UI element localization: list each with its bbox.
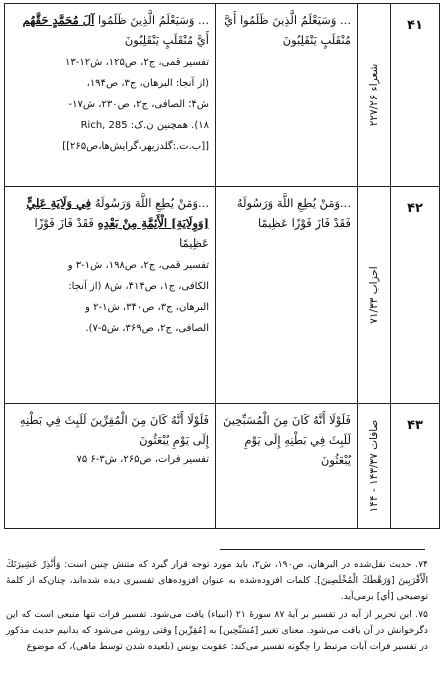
- variant-addition: فِي وَلَايَةِ عَلِيٍّ [وَوِلَايَةِ] الْأَئِمَّةِ مِنْ بَعْدِهِ: [26, 196, 209, 230]
- verse-reference-cell: [358, 187, 391, 404]
- source-line: الكافی، ج۱، ص۴۱۴، ش۸ (از آنجا:: [68, 281, 209, 292]
- table-row: [5, 4, 440, 187]
- standard-verse: ...وَمَنْ يُطِعِ اللَّهَ وَرَسُولَهُ فَقَدْ فَازَ فَوْزًا عَظِيمًا: [216, 187, 358, 404]
- source-line: الصافی، ج۲، ص۳۶۹، ش۵-۷).: [85, 323, 209, 334]
- source-line: تفسير قمی، ج۲، ص۱۲۵، ش۱۲-۱۳: [65, 57, 209, 68]
- verse-reference: شعراء ۲۲۷/۲۶: [368, 63, 380, 127]
- variant-tail: أَيَّ مُنْقَلَبٍ يَنْقَلِبُونَ: [124, 33, 209, 47]
- variant-cell: [5, 4, 216, 187]
- table-row: [5, 404, 440, 529]
- variants-table: [4, 3, 440, 529]
- sources: [11, 52, 209, 157]
- variant-lead: ...وَمَنْ يُطِعِ اللَّهَ وَرَسُولَهُ: [94, 196, 209, 210]
- variant-tail: فَقَدْ فَازَ فَوْزًا عَظِيمًا: [34, 216, 209, 250]
- source-line: [[ب.ت.:گلدزيهر،گرايش‌ها،ص۲۶۵]]: [62, 141, 209, 152]
- variant-cell: [5, 404, 216, 529]
- sources: [11, 255, 209, 339]
- variant-cell: [5, 187, 216, 404]
- verse-reference-cell: [358, 4, 391, 187]
- variant-addition: آلَ مُحَمَّدٍ حَقَّهُم: [22, 13, 95, 27]
- row-number: ۴۲: [391, 187, 440, 404]
- table-row: [5, 187, 440, 404]
- variant-text: فَلَوْلَا أَنَّهُ كَانَ مِنَ الْمُقِرِّينَ لَلَبِثَ فِي بَطْنِهِ إِلَى يَوْمِ يُبْعَثُونَ: [19, 413, 209, 447]
- verse-reference-cell: [358, 404, 391, 529]
- variant-text: [11, 193, 209, 253]
- standard-verse: ... وَسَيَعْلَمُ الَّذِينَ ظَلَمُوا أَيَّ مُنْقَلَبٍ يَنْقَلِبُونَ: [216, 4, 358, 187]
- verse-reference: احزاب ۷۱/۳۳: [368, 266, 380, 324]
- source-line: تفسير قمی، ج۲، ص۱۹۸، ش۱-۳ و: [67, 260, 209, 271]
- source-line: ش۴؛ الصافی، ج۲، ص۲۳۰، ش۱۷-: [68, 99, 209, 110]
- footnote-rule: [220, 549, 425, 550]
- verse-reference: صافات ۱۴۳/۳۷ - ۱۴۴: [368, 419, 380, 513]
- source-line: (از آنجا: البرهان، ج۳، ص۱۹۴،: [86, 78, 209, 89]
- source-line: البرهان، ج۳، ص۳۴۰، ش۱-۲ و: [85, 302, 209, 313]
- variant-lead: ... وَسَيَعْلَمُ الَّذِينَ ظَلَمُوا: [97, 13, 209, 27]
- footnotes: [6, 557, 428, 657]
- row-number: ۴۱: [391, 4, 440, 187]
- standard-verse: فَلَوْلَا أَنَّهُ كَانَ مِنَ الْمُسَبِّحِينَ لَلَبِثَ فِي بَطْنِهِ إِلَى يَوْمِ يُبْعَثُونَ: [216, 404, 358, 529]
- variant-text: [11, 10, 209, 50]
- footnote: ۷۴. حديث نقل‌شده در البرهان، ص۱۹۰، ش۲، بايد مورد توجه قرار گيرد كه متنش چنين است: وَأَنْذِرْ عَشِيرَتَكَ الْأَقْرَبِينَ [وَرَهْطَكَ الْمُخْلَصِينَ]. كلمات افزوده‌شده به عنوان افزوده‌های تفسيری ديده شده‌اند، چنان‌كه از كلمهٔ توضيحی [أي] برمی‌آيد.: [6, 559, 428, 602]
- footnote: ۷۵. اين تحرير از آيه در تفسير بر آيهٔ ۸۷ سورهٔ ۲۱ (انبياء) يافت می‌شود. تفسير فرات تنها منبعی است كه اين دگرخوانش در آن يافت می‌شود. معنای تغيير [مُسَبِّحِين] به [مُقِرِّين] وقتی روشن می‌شود كه بدانيم حديث مذكور در تفسير فرات آيات مرتبط را چگونه تفسير می‌كند: عقوبت يونس (بلعيده شدن توسط ماهی)، كه موضوع: [6, 609, 428, 652]
- row-number: ۴۳: [391, 404, 440, 529]
- source-line: ۱۸). همچنين ن.ک: Rich, 285: [80, 120, 209, 131]
- source-line: تفسير فرات، ص۲۶۵، ش۳-۶ ۷۵: [76, 454, 209, 465]
